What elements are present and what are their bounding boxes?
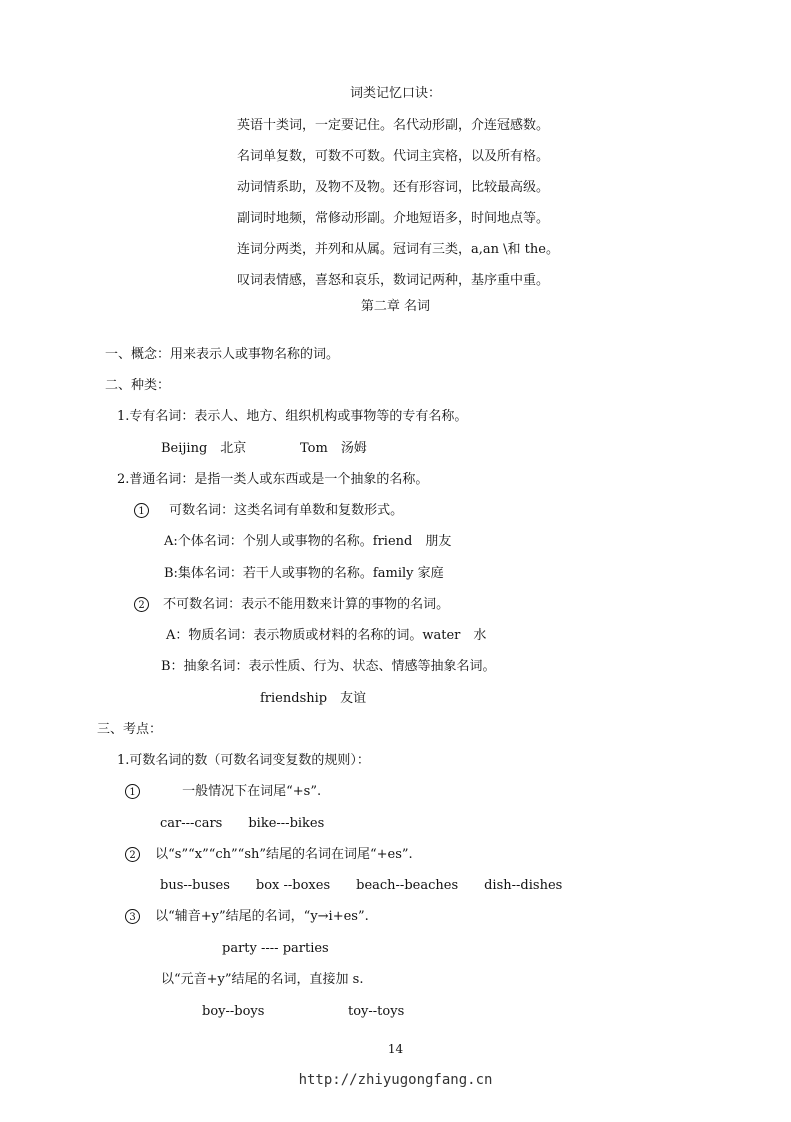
- rule-item: 2 以“s”“x”“ch”“sh”结尾的名词在词尾“+es”.: [125, 847, 413, 863]
- rule-item: 3 以“辅音+y”结尾的名词，“y→i+es”.: [125, 909, 369, 925]
- poem-line: 连词分两类，并列和从属。冠词有三类，a,an \和 the。: [237, 242, 559, 257]
- footer-url[interactable]: http://zhiyugongfang.cn: [298, 1072, 493, 1088]
- rule-example: party ---- parties: [222, 941, 329, 956]
- rule-note: 以“元音+y”结尾的名词，直接加 s.: [161, 972, 364, 987]
- points-heading: 三、考点：: [97, 722, 163, 737]
- proper-noun-example: Beijing 北京: [161, 441, 247, 456]
- poem-line: 名词单复数，可数不可数。代词主宾格，以及所有格。: [237, 149, 550, 164]
- poem-line: 动词情系助，及物不及物。还有形容词，比较最高级。: [237, 180, 550, 195]
- types-heading: 二、种类：: [105, 378, 171, 393]
- poem-title: 词类记忆口诀：: [349, 86, 441, 101]
- abstract-noun: B：抽象名词：表示性质、行为、状态、情感等抽象名词。: [161, 659, 496, 674]
- poem-line: 英语十类词，一定要记住。名代动形副，介连冠感数。: [237, 118, 550, 133]
- proper-noun-definition: 1.专有名词：表示人、地方、组织机构或事物等的专有名称。: [117, 409, 468, 424]
- rule-example: bus--buses box --boxes beach--beaches dish--dishes: [160, 878, 563, 893]
- circled-number: 2: [134, 597, 149, 612]
- common-noun-definition: 2.普通名词：是指一类人或东西或是一个抽象的名称。: [117, 472, 429, 487]
- plural-rule-heading: 1.可数名词的数（可数名词变复数的规则）：: [117, 753, 370, 768]
- poem-line: 叹词表情感，喜怒和哀乐，数词记两种，基序重中重。: [237, 273, 550, 288]
- proper-noun-example: Tom 汤姆: [300, 441, 367, 456]
- poem-line: 副词时地频，常修动形副。介地短语多，时间地点等。: [237, 211, 550, 226]
- circled-number: 2: [125, 847, 140, 862]
- circled-number: 1: [125, 784, 140, 799]
- rule-example: toy--toys: [348, 1004, 405, 1019]
- page-number: 14: [387, 1042, 404, 1056]
- material-noun: A：物质名词：表示物质或材料的名称的词。water 水: [166, 628, 487, 643]
- countable-noun-item: 1 可数名词：这类名词有单数和复数形式。: [134, 503, 403, 519]
- abstract-noun-example: friendship 友谊: [260, 691, 367, 706]
- uncountable-noun-item: 2 不可数名词：表示不能用数来计算的事物的名词。: [134, 597, 449, 613]
- circled-number: 1: [134, 503, 149, 518]
- collective-noun: B:集体名词：若干人或事物的名称。family 家庭: [164, 566, 444, 581]
- chapter-title: 第二章 名词: [360, 299, 431, 314]
- rule-example: boy--boys: [202, 1004, 265, 1019]
- circled-number: 3: [125, 909, 140, 924]
- rule-item: 1 一般情况下在词尾“+s”.: [125, 784, 321, 800]
- concept-heading: 一、概念：用来表示人或事物名称的词。: [105, 347, 340, 362]
- individual-noun: A:个体名词：个别人或事物的名称。friend 朋友: [164, 534, 452, 549]
- rule-example: car---cars bike---bikes: [160, 816, 325, 831]
